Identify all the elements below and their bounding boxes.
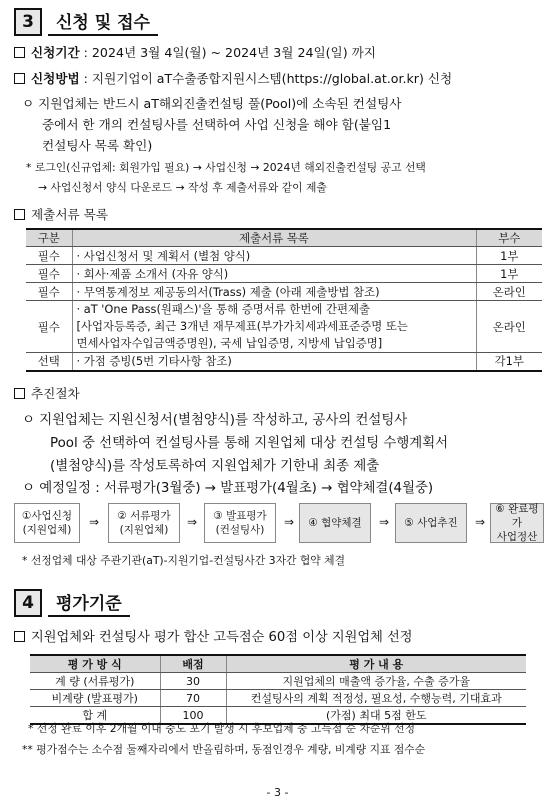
process-flow bbox=[14, 503, 544, 545]
bullet-text: 중에서 한 개의 컨설팅사를 선택하여 사업 신청을 해야 함(붙임1 bbox=[42, 117, 392, 132]
docs-table bbox=[26, 228, 542, 372]
flow-step: ③ 발표평가 (컨설팅사) bbox=[204, 503, 276, 543]
checkbox-square-icon bbox=[14, 73, 25, 84]
schedule-text: ㅇ 예정일정 : 서류평가(3월중) → 발표평가(4월초) → 협약체결(4월중) bbox=[22, 481, 434, 496]
flow-step: ② 서류평가 (지원업체) bbox=[108, 503, 180, 543]
double-arrow-icon: ⇒ bbox=[89, 515, 100, 529]
apply-method: 신청방법 : 지원기업이 aT수출종합지원시스템(https://global.at.or.kr) 신청 bbox=[14, 69, 545, 88]
note-text: * 선정 완료 이후 2개월 이내 중도 포기 발생 시 후보업체 중 고득점 순 차순위 선정 bbox=[28, 722, 416, 735]
checkbox-square-icon bbox=[14, 631, 25, 642]
flow-step: ⑥ 완료평가 사업정산 bbox=[490, 503, 544, 543]
proc-text: ㅇ 지원업체는 지원신청서(별첨양식)를 작성하고, 공사의 컨설팅사 bbox=[22, 413, 408, 428]
table-row: 합 계 100 (가점) 최대 5점 한도 bbox=[30, 707, 526, 725]
table-header: 평 가 방 식 bbox=[30, 655, 160, 673]
bullet-text: 컨설팅사 목록 확인) bbox=[42, 138, 153, 153]
flow-step: ①사업신청 (지원업체) bbox=[14, 503, 80, 543]
criteria-text: 지원업체와 컨설팅사 평가 합산 고득점순 60점 이상 지원업체 선정 bbox=[14, 628, 545, 647]
section-number: 3 bbox=[14, 8, 42, 36]
checkbox-square-icon bbox=[14, 209, 25, 220]
double-arrow-icon: ⇒ bbox=[379, 515, 390, 529]
table-row: 계 량 (서류평가) 30 지원업체의 매출액 증가율, 수출 증가율 bbox=[30, 673, 526, 690]
docs-title: 제출서류 목록 bbox=[14, 205, 545, 224]
table-row: 필수 · 무역통계정보 제공동의서(Trass) 제출 (아래 제출방법 참조) 온라인 bbox=[26, 283, 542, 301]
table-header: 제출서류 목록 bbox=[72, 229, 476, 247]
table-row: 비계량 (발표평가) 70 컨설팅사의 계획 적정성, 필요성, 수행능력, 기대효과 bbox=[30, 690, 526, 707]
table-row: 필수 · aT 'One Pass(원패스)'을 통해 증명서류 한번에 간편제출 [사업자등록증, 최근 3개년 재무제표(부가가치세과세표준증명 또는 면세사업자수입금액증명원), 국세 납입증명, 지방세 납입증명] 온라인 bbox=[26, 301, 542, 353]
section-3-header bbox=[14, 8, 158, 36]
checkbox-square-icon bbox=[14, 47, 25, 58]
proc-text: (별첨양식)를 작성토록하여 지원업체가 기한내 최종 제출 bbox=[50, 459, 380, 474]
double-arrow-icon: ⇒ bbox=[475, 515, 486, 529]
eval-table bbox=[30, 654, 526, 725]
note-text: ** 평가점수는 소수점 둘째자리에서 반올림하며, 동점인경우 계량, 비계량 지표 점수순 bbox=[22, 743, 426, 756]
note-text: * 로그인(신규업체: 회원가입 필요) → 사업신청 → 2024년 해외진출컨설팅 공고 선택 bbox=[26, 161, 426, 174]
flow-step: ④ 협약체결 bbox=[299, 503, 371, 543]
note-text: → 사업신청서 양식 다운로드 → 작성 후 제출서류와 같이 제출 bbox=[38, 181, 327, 194]
section-title: 신청 및 접수 bbox=[48, 8, 158, 36]
table-header: 부수 bbox=[476, 229, 542, 247]
double-arrow-icon: ⇒ bbox=[187, 515, 198, 529]
proc-text: Pool 중 선택하여 컨설팅사를 통해 지원업체 대상 컨설팅 수행계획서 bbox=[50, 436, 449, 451]
proc-title: 추진절차 bbox=[14, 384, 545, 403]
note-text: * 선정업체 대상 주관기관(aT)-지원기업-컨설팅사간 3자간 협약 체결 bbox=[22, 554, 346, 567]
table-header: 구분 bbox=[26, 229, 72, 247]
table-row: 필수 · 회사·제품 소개서 (자유 양식) 1부 bbox=[26, 265, 542, 283]
table-row: 필수 · 사업신청서 및 계획서 (별첨 양식) 1부 bbox=[26, 247, 542, 265]
section-number: 4 bbox=[14, 589, 42, 617]
checkbox-square-icon bbox=[14, 388, 25, 399]
double-arrow-icon: ⇒ bbox=[284, 515, 295, 529]
section-title: 평가기준 bbox=[48, 589, 130, 617]
apply-period: 신청기간 : 2024년 3월 4일(월) ~ 2024년 3월 24일(일) 까지 bbox=[14, 43, 545, 62]
bullet-text: ㅇ 지원업체는 반드시 aT해외진출컨설팅 풀(Pool)에 소속된 컨설팅사 bbox=[22, 96, 402, 111]
table-row: 선택 · 가점 증빙(5번 기타사항 참조) 각1부 bbox=[26, 353, 542, 371]
page-number: - 3 - bbox=[266, 786, 289, 799]
section-4-header bbox=[14, 589, 130, 617]
table-header: 평 가 내 용 bbox=[226, 655, 526, 673]
flow-step: ⑤ 사업추진 bbox=[395, 503, 467, 543]
table-header: 배점 bbox=[160, 655, 226, 673]
